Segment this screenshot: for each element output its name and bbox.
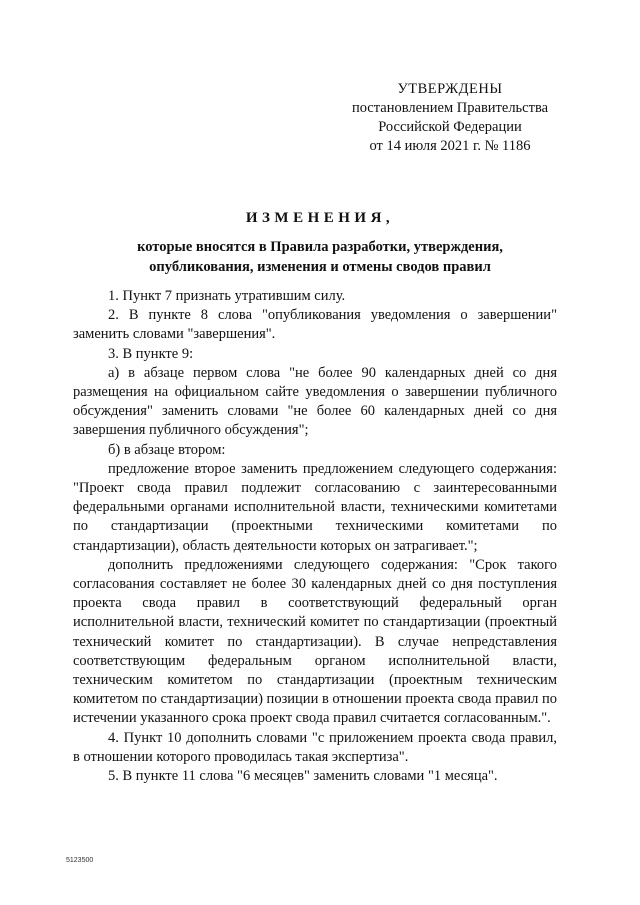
document-code: 5123500 (66, 857, 94, 864)
document-subtitle-line-1: которые вносятся в Правила разработки, утверждения, (137, 239, 503, 255)
paragraph-item-3b-append: дополнить предложениями следующего содержания: "Срок такого согласования составляет не более 30 календарных дней со дня поступления проекта свода правил в соответствующий федеральный орган исполнительной власти, технический комитет по стандартизации (проектный технический комитет по стандартизации). В случае непредставления соответствующим федеральным органом исполнительной власти, техническим комитетом по стандартизации (проектным техническим комитетом по стандартизации) позиции в отношении проекта свода правил по истечении указанного срока проект свода правил считается согласованным.". (73, 556, 558, 727)
paragraph-item-3a: а) в абзаце первом слова "не более 90 календарных дней со дня размещения на официальном сайте уведомления о завершении публичного обсуждения" заменить словами "не более 60 календарных дней со дня завершения публичного обсуждения"; (73, 364, 557, 439)
paragraph-item-3: 3. В пункте 9: (108, 345, 194, 362)
document-body (73, 287, 557, 786)
approval-line-1: постановлением Правительства (351, 100, 549, 116)
paragraph-item-2: 2. В пункте 8 слова "опубликования уведомления о завершении" заменить словами "завершения". (73, 307, 557, 343)
paragraph-item-3b: б) в абзаце втором: (108, 441, 226, 458)
document-subtitle (60, 238, 580, 277)
paragraph-item-1: 1. Пункт 7 признать утратившим силу. (108, 288, 346, 304)
document-subtitle-line-2: опубликования, изменения и отмены сводов правил (149, 258, 491, 275)
approval-block (340, 80, 560, 156)
paragraph-item-4: 4. Пункт 10 дополнить словами "с приложением проекта свода правил, в отношении которого проводилась такая экспертиза". (73, 729, 557, 765)
approval-line-3: от 14 июля 2021 г. № 1186 (369, 138, 531, 154)
approval-title: УТВЕРЖДЕНЫ (397, 81, 503, 97)
paragraph-item-3b-replace: предложение второе заменить предложением следующего содержания: "Проект свода правил подлежит согласованию с заинтересованными федеральными органами исполнительной власти, техническими комитетами по стандартизации (проектными техническими комитетами по стандартизации), область деятельности которых он затрагивает."; (73, 460, 557, 554)
paragraph-item-5: 5. В пункте 11 слова "6 месяцев" заменить словами "1 месяца". (108, 768, 498, 785)
document-heading (60, 208, 580, 277)
approval-line-2: Российской Федерации (378, 119, 522, 135)
document-title: ИЗМЕНЕНИЯ, (245, 210, 395, 226)
